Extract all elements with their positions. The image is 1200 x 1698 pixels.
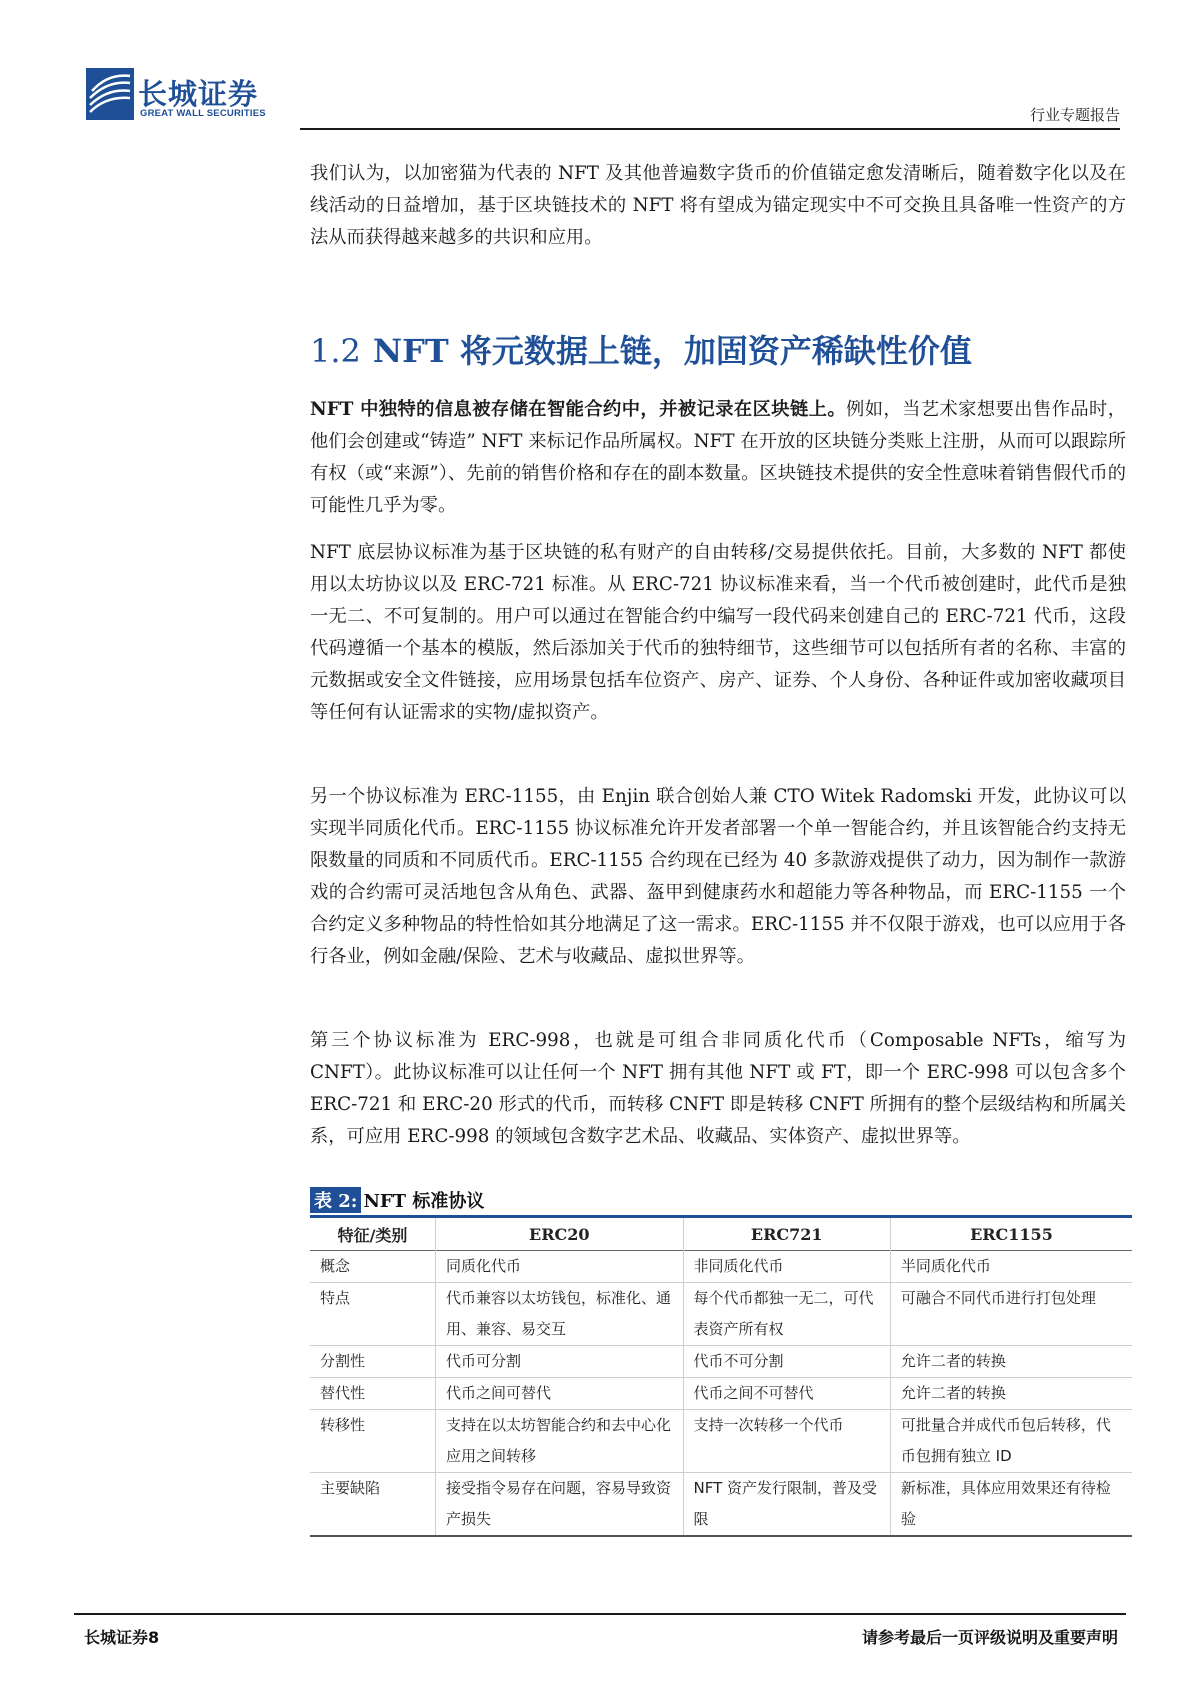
table-cell: NFT 资产发行限制，普及受限 — [683, 1473, 890, 1537]
paragraph-4-block — [310, 1025, 1126, 1153]
table-cell: 代币之间不可替代 — [683, 1378, 890, 1410]
paragraph-2: NFT 底层协议标准为基于区块链的私有财产的自由转移/交易提供依托。目前，大多数的 NFT 都使用以太坊协议以及 ERC-721 标准。从 ERC-721 协议标准来看，当一个代币被创建时，此代币是独一无二、不可复制的。用户可以通过在智能合约中编写一段代码来创建自己的 ERC-721 代币，这段代码遵循一个基本的模版，然后添加关于代币的独特细节，这些细节可以包括所有者的名称、丰富的元数据或安全文件链接，应用场景包括车位资产、房产、证券、个人身份、各种证件或加密收藏项目等任何有认证需求的实物/虚拟资产。 — [310, 542, 1126, 723]
table-header-row — [310, 1217, 1132, 1251]
table-cell: 代币之间可替代 — [436, 1378, 684, 1410]
table-cell: 转移性 — [310, 1410, 436, 1473]
table-cell: 支持在以太坊智能合约和去中心化应用之间转移 — [436, 1410, 684, 1473]
table-cell: 可融合不同代币进行打包处理 — [890, 1283, 1132, 1346]
table-header-cell: ERC20 — [436, 1217, 684, 1251]
table-cell: 代币兼容以太坊钱包，标准化、通用、兼容、易交互 — [436, 1283, 684, 1346]
company-logo — [86, 68, 286, 124]
table-caption — [310, 1187, 1132, 1213]
table-row — [310, 1378, 1132, 1410]
table-cell: 非同质化代币 — [683, 1251, 890, 1283]
section-number: 1.2 — [310, 332, 361, 370]
table-cell: 代币可分割 — [436, 1346, 684, 1378]
table-caption-label: 表 2: — [310, 1187, 361, 1213]
table-cell: 分割性 — [310, 1346, 436, 1378]
table-cell: 支持一次转移一个代币 — [683, 1410, 890, 1473]
intro-paragraph: 我们认为，以加密猫为代表的 NFT 及其他普遍数字货币的价值锚定愈发清晰后，随着数字化以及在线活动的日益增加，基于区块链技术的 NFT 将有望成为锚定现实中不可交换且具备唯一性资产的方法从而获得越来越多的共识和应用。 — [310, 163, 1126, 248]
paragraph-1 — [310, 394, 1126, 522]
table-cell: 半同质化代币 — [890, 1251, 1132, 1283]
table-header-cell: ERC721 — [683, 1217, 890, 1251]
section-heading — [310, 326, 972, 372]
paragraph-1-lead: NFT 中独特的信息被存储在智能合约中，并被记录在区块链上。 — [310, 399, 847, 420]
paragraph-3: 另一个协议标准为 ERC-1155，由 Enjin 联合创始人兼 CTO Witek Radomski 开发，此协议可以实现半同质化代币。ERC-1155 协议标准允许开发者部署一个单一智能合约，并且该智能合约支持无限数量的同质和不同质代币。ERC-1155 合约现在已经为 40 多款游戏提供了动力，因为制作一款游戏的合约需可灵活地包含从角色、武器、盔甲到健康药水和超能力等各种物品，而 ERC-1155 一个合约定义多种物品的特性恰如其分地满足了这一需求。ERC-1155 并不仅限于游戏，也可以应用于各行各业，例如金融/保险、艺术与收藏品、虚拟世界等。 — [310, 786, 1126, 967]
footer-disclaimer: 请参考最后一页评级说明及重要声明 — [861, 1628, 1118, 1647]
paragraph-2-block — [310, 537, 1126, 729]
table-cell: 接受指令易存在问题，容易导致资产损失 — [436, 1473, 684, 1537]
table-cell: 概念 — [310, 1251, 436, 1283]
table-cell: 同质化代币 — [436, 1251, 684, 1283]
report-type-label: 行业专题报告 — [1029, 106, 1120, 124]
logo-english-name: GREAT WALL SECURITIES — [140, 108, 266, 119]
footer-divider — [74, 1613, 1126, 1615]
intro-block — [310, 158, 1126, 254]
table-header-cell: 特征/类别 — [337, 1225, 408, 1245]
paragraph-3-block — [310, 781, 1126, 973]
nft-standards-table — [310, 1215, 1132, 1537]
table-cell: 允许二者的转换 — [890, 1346, 1132, 1378]
section-title: NFT 将元数据上链，加固资产稀缺性价值 — [372, 332, 972, 370]
table-row — [310, 1283, 1132, 1346]
table-cell: 代币不可分割 — [683, 1346, 890, 1378]
paragraph-1-rest: 例如，当艺术家想要出售作品时，他们会创建或“铸造” NFT 来标记作品所属权。NFT 在开放的区块链分类账上注册，从而可以跟踪所有权（或“来源”）、先前的销售价格和存在的副本数量。区块链技术提供的安全性意味着销售假代币的可能性几乎为零。 — [310, 399, 1126, 516]
table-cell: 特点 — [310, 1283, 436, 1346]
table-cell: 可批量合并成代币包后转移，代币包拥有独立 ID — [890, 1410, 1132, 1473]
table-cell: 主要缺陷 — [310, 1473, 436, 1537]
table-cell: 每个代币都独一无二，可代表资产所有权 — [683, 1283, 890, 1346]
paragraph-4: 第三个协议标准为 ERC-998，也就是可组合非同质化代币（Composable NFTs，缩写为 CNFT）。此协议标准可以让任何一个 NFT 拥有其他 NFT 或 FT，即一个 ERC-998 可以包含多个 ERC-721 和 ERC-20 形式的代币，而转移 CNFT 即是转移 CNFT 所拥有的整个层级结构和所属关系，可应用 ERC-998 的领域包含数字艺术品、收藏品、实体资产、虚拟世界等。 — [310, 1030, 1126, 1147]
header-divider — [300, 128, 1120, 130]
table-row — [310, 1473, 1132, 1537]
paragraph-1-block — [310, 394, 1126, 522]
table-cell: 允许二者的转换 — [890, 1378, 1132, 1410]
table-caption-title: NFT 标准协议 — [363, 1191, 485, 1212]
table-row — [310, 1346, 1132, 1378]
logo-chinese-name: 长城证券 — [138, 77, 259, 111]
table-row — [310, 1410, 1132, 1473]
table-cell: 新标准，具体应用效果还有待检验 — [890, 1473, 1132, 1537]
great-wall-logo-icon — [86, 68, 134, 120]
table-row — [310, 1251, 1132, 1283]
table-cell: 替代性 — [310, 1378, 436, 1410]
table-header-cell: ERC1155 — [890, 1217, 1132, 1251]
footer-page-label: 长城证券8 — [84, 1628, 160, 1647]
